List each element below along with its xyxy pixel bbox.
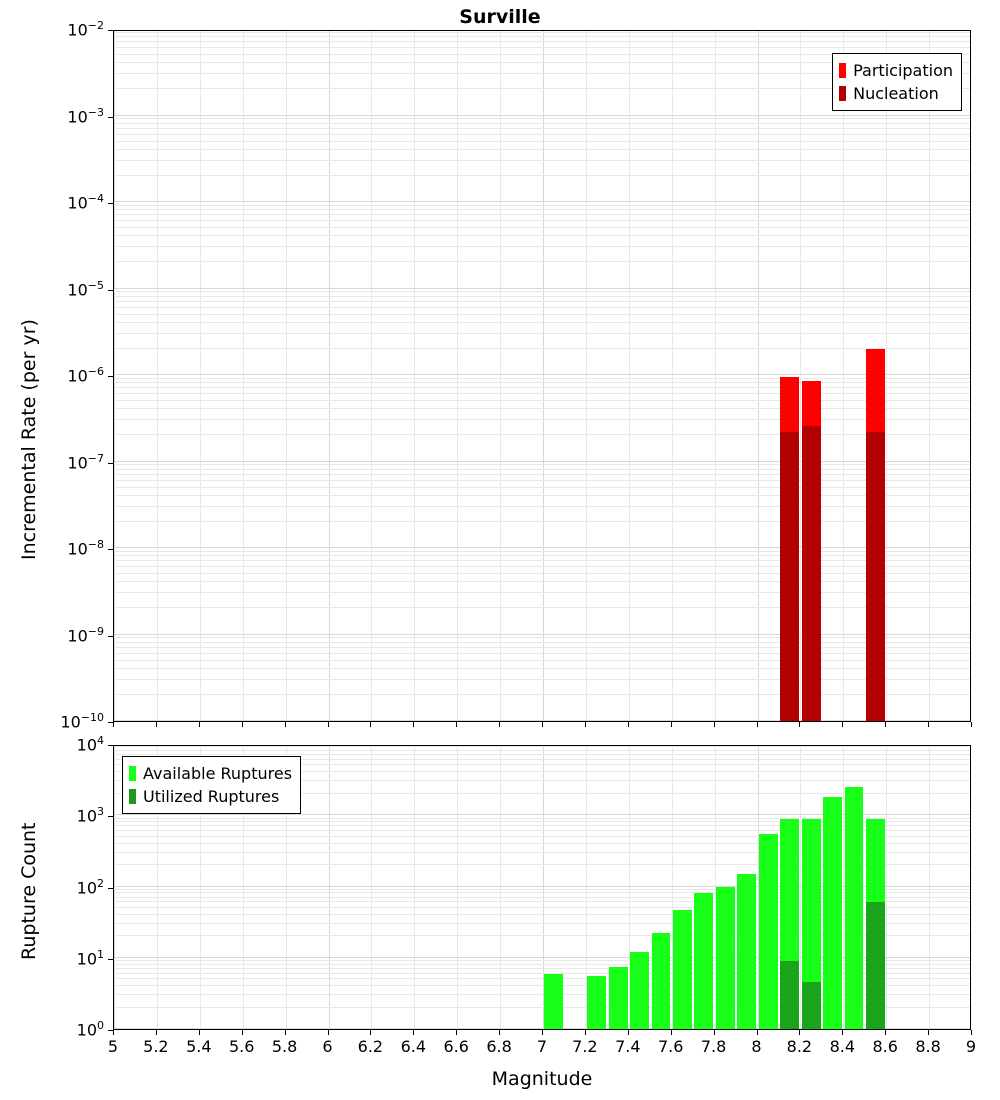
legend-item	[839, 59, 953, 82]
legend-label-available-ruptures: Available Ruptures	[143, 764, 293, 783]
bar-available-ruptures	[759, 834, 778, 1029]
bar-available-ruptures	[737, 874, 756, 1029]
y-tick-mark	[108, 203, 113, 204]
x-tick-mark	[285, 722, 286, 727]
x-tick-label: 8.2	[786, 1037, 813, 1056]
x-tick-label: 5.8	[271, 1037, 298, 1056]
legend-swatch-utilized-ruptures	[129, 789, 136, 804]
y-tick-label: $10^0$	[76, 1019, 104, 1040]
x-tick-mark	[585, 722, 586, 727]
x-tick-label: 8.6	[872, 1037, 898, 1056]
x-tick-mark	[328, 1030, 329, 1035]
bar-available-ruptures	[652, 933, 671, 1029]
bars-incremental-rate	[114, 31, 970, 721]
y-axis-title-bottom: Rupture Count	[18, 822, 40, 960]
x-tick-mark	[456, 722, 457, 727]
x-tick-label: 5.4	[186, 1037, 212, 1056]
x-tick-label: 6.8	[486, 1037, 512, 1056]
x-tick-mark	[242, 722, 243, 727]
legend-incremental-rate	[832, 53, 962, 111]
x-tick-label: 5.2	[143, 1037, 169, 1056]
x-tick-mark	[628, 1030, 629, 1035]
bar-available-ruptures	[716, 887, 735, 1030]
legend-swatch-available-ruptures	[129, 766, 136, 781]
bar-utilized-ruptures	[802, 982, 821, 1029]
x-tick-label: 8.8	[915, 1037, 941, 1056]
x-tick-mark	[971, 1030, 972, 1035]
x-tick-label: 8.4	[829, 1037, 856, 1056]
bar-available-ruptures	[694, 893, 713, 1029]
bar-available-ruptures	[630, 952, 649, 1029]
y-tick-label: $10^4$	[76, 734, 104, 755]
y-tick-label: $10^{-3}$	[67, 105, 104, 126]
bar-available-ruptures	[609, 967, 628, 1029]
x-tick-mark	[370, 722, 371, 727]
bar-nucleation	[866, 432, 885, 721]
y-tick-label: $10^2$	[76, 876, 104, 897]
y-tick-label: $10^{-5}$	[67, 278, 104, 299]
y-tick-mark	[108, 30, 113, 31]
x-tick-mark	[113, 722, 114, 727]
y-tick-label: $10^{-7}$	[67, 451, 104, 472]
x-tick-label: 7.4	[615, 1037, 641, 1056]
x-tick-mark	[542, 722, 543, 727]
legend-item	[839, 82, 953, 105]
x-tick-mark	[714, 1030, 715, 1035]
bar-available-ruptures	[823, 797, 842, 1029]
x-tick-mark	[542, 1030, 543, 1035]
bar-available-ruptures	[544, 974, 563, 1029]
legend-item	[129, 785, 292, 808]
x-tick-label: 8	[751, 1037, 762, 1056]
x-tick-mark	[671, 1030, 672, 1035]
y-tick-label: $10^{-2}$	[67, 19, 104, 40]
y-tick-label: $10^3$	[76, 805, 104, 826]
x-tick-mark	[671, 722, 672, 727]
x-tick-mark	[413, 1030, 414, 1035]
x-axis-title: Magnitude	[491, 1068, 593, 1090]
legend-label-nucleation: Nucleation	[853, 84, 939, 104]
legend-item	[129, 762, 292, 785]
y-tick-mark	[108, 290, 113, 291]
x-tick-mark	[928, 722, 929, 727]
x-tick-mark	[799, 722, 800, 727]
x-tick-mark	[156, 722, 157, 727]
y-tick-label: $10^{-9}$	[67, 624, 104, 645]
y-tick-label: $10^1$	[76, 947, 104, 969]
y-tick-label: $10^{-10}$	[60, 711, 104, 732]
x-tick-mark	[499, 1030, 500, 1035]
x-tick-mark	[885, 1030, 886, 1035]
y-tick-mark	[108, 816, 113, 817]
y-tick-mark	[108, 463, 113, 464]
x-tick-label: 9	[965, 1037, 977, 1056]
legend-swatch-nucleation	[839, 86, 846, 101]
x-tick-mark	[799, 1030, 800, 1035]
x-tick-mark	[156, 1030, 157, 1035]
x-tick-mark	[499, 722, 500, 727]
bar-available-ruptures	[673, 910, 692, 1029]
y-tick-mark	[108, 376, 113, 377]
y-tick-mark	[108, 959, 113, 960]
x-tick-label: 7.6	[657, 1037, 684, 1056]
x-tick-mark	[370, 1030, 371, 1035]
x-tick-mark	[585, 1030, 586, 1035]
x-tick-mark	[456, 1030, 457, 1035]
chart-title: Surville	[459, 6, 541, 28]
y-tick-label: $10^{-4}$	[67, 192, 104, 213]
y-tick-label: $10^{-6}$	[67, 365, 104, 386]
y-tick-mark	[108, 549, 113, 550]
x-tick-mark	[413, 722, 414, 727]
x-tick-mark	[328, 722, 329, 727]
x-tick-label: 5	[107, 1037, 119, 1056]
y-tick-mark	[108, 117, 113, 118]
bar-available-ruptures	[845, 787, 864, 1029]
x-tick-mark	[842, 1030, 843, 1035]
x-tick-mark	[113, 1030, 114, 1035]
incremental-rate-plot	[113, 30, 971, 722]
legend-label-participation: Participation	[853, 61, 953, 80]
x-tick-label: 7	[536, 1037, 548, 1056]
bar-utilized-ruptures	[780, 961, 799, 1029]
y-axis-title-top: Incremental Rate (per yr)	[18, 319, 40, 560]
x-tick-mark	[885, 722, 886, 727]
x-tick-mark	[928, 1030, 929, 1035]
x-tick-label: 6.2	[357, 1037, 384, 1056]
x-tick-label: 6.4	[400, 1037, 427, 1056]
x-tick-mark	[242, 1030, 243, 1035]
x-tick-mark	[757, 722, 758, 727]
x-tick-label: 7.8	[700, 1037, 727, 1056]
y-tick-mark	[108, 636, 113, 637]
x-tick-mark	[199, 1030, 200, 1035]
x-tick-mark	[971, 722, 972, 727]
rupture-count-plot	[113, 745, 971, 1030]
y-tick-mark	[108, 888, 113, 889]
x-tick-label: 5.6	[228, 1037, 255, 1056]
legend-label-utilized-ruptures: Utilized Ruptures	[143, 787, 280, 807]
x-tick-mark	[199, 722, 200, 727]
bar-available-ruptures	[587, 976, 606, 1029]
legend-swatch-participation	[839, 63, 846, 78]
x-tick-label: 6	[322, 1037, 333, 1056]
x-tick-mark	[757, 1030, 758, 1035]
x-tick-mark	[842, 722, 843, 727]
x-tick-mark	[285, 1030, 286, 1035]
x-tick-label: 6.6	[443, 1037, 469, 1056]
y-tick-label: $10^{-8}$	[67, 538, 104, 559]
x-tick-label: 7.2	[572, 1037, 598, 1056]
legend-rupture-count	[122, 756, 301, 814]
x-tick-mark	[714, 722, 715, 727]
y-tick-mark	[108, 745, 113, 746]
bar-nucleation	[780, 432, 799, 721]
bar-utilized-ruptures	[866, 902, 885, 1029]
bar-nucleation	[802, 426, 821, 721]
x-tick-mark	[628, 722, 629, 727]
